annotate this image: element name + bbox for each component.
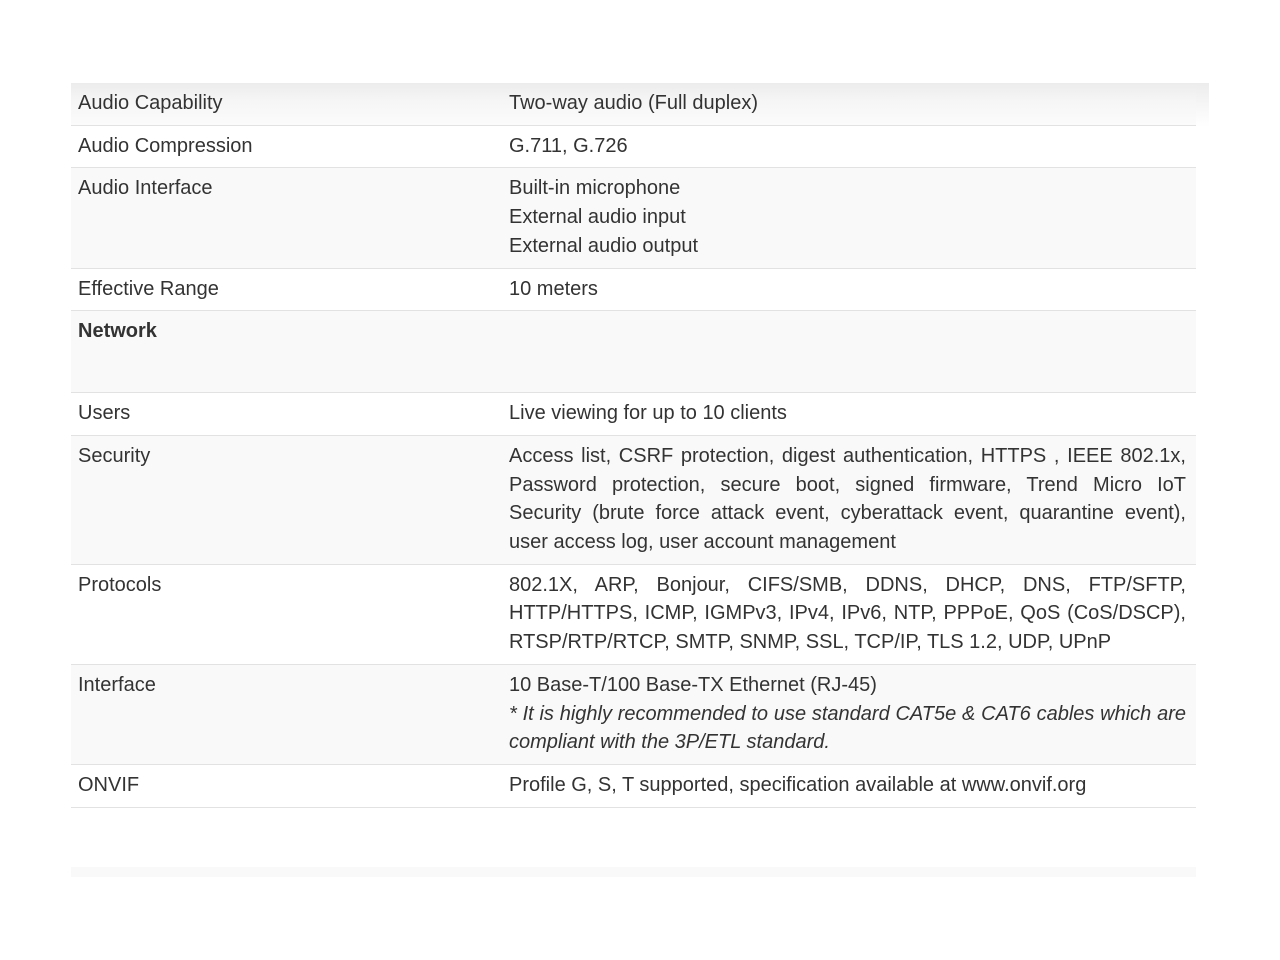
row-value-security: Access list, CSRF protection, digest authentication, HTTPS , IEEE 802.1x, Password protection, secure boot, signed firmware, Trend Micro IoT Security (brute force attack event, cyberattack event, quarantine event), user access log, user account management — [495, 435, 1196, 564]
row-label-effective-range: Effective Range — [71, 268, 495, 311]
scroll-shadow — [1196, 83, 1209, 127]
row-label-audio-capability: Audio Capability — [71, 83, 495, 125]
section-heading-cell — [71, 311, 495, 393]
row-value-audio-compression: G.711, G.726 — [495, 125, 1196, 168]
section-title-network: Network — [78, 320, 157, 343]
row-label-protocols: Protocols — [71, 564, 495, 664]
table-row — [71, 168, 1196, 268]
row-value-protocols: 802.1X, ARP, Bonjour, CIFS/SMB, DDNS, DHCP, DNS, FTP/SFTP, HTTP/HTTPS, ICMP, IGMPv3, IPv4, IPv6, NTP, PPPoE, QoS (CoS/DSCP), RTSP/RTP/RTCP, SMTP, SNMP, SSL, TCP/IP, TLS 1.2, UDP, UPnP — [495, 564, 1196, 664]
row-label-audio-interface: Audio Interface — [71, 168, 495, 268]
section-row — [71, 311, 1196, 393]
table-bottom-strip — [71, 867, 1196, 877]
row-value-onvif: Profile G, S, T supported, specification available at www.onvif.org — [495, 764, 1196, 807]
table-row — [71, 564, 1196, 664]
row-value-audio-capability: Two-way audio (Full duplex) — [495, 83, 1196, 125]
table-row — [71, 435, 1196, 564]
audio-interface-line: Built-in microphone — [509, 177, 681, 200]
section-empty-cell — [495, 311, 1196, 393]
table-row — [71, 83, 1196, 125]
table-row — [71, 664, 1196, 764]
table-row — [71, 764, 1196, 807]
row-value-interface — [495, 664, 1196, 764]
row-value-effective-range: 10 meters — [495, 268, 1196, 311]
spec-table — [71, 83, 1196, 808]
row-label-security: Security — [71, 435, 495, 564]
audio-interface-line: External audio input — [509, 206, 686, 229]
row-label-onvif: ONVIF — [71, 764, 495, 807]
row-label-interface: Interface — [71, 664, 495, 764]
table-row — [71, 125, 1196, 168]
table-row — [71, 268, 1196, 311]
row-label-users: Users — [71, 393, 495, 436]
interface-value-line: 10 Base-T/100 Base-TX Ethernet (RJ-45) — [509, 673, 877, 696]
audio-interface-line: External audio output — [509, 234, 699, 257]
row-label-audio-compression: Audio Compression — [71, 125, 495, 168]
row-value-users: Live viewing for up to 10 clients — [495, 393, 1196, 436]
row-value-audio-interface — [495, 168, 1196, 268]
table-row — [71, 393, 1196, 436]
interface-cable-note: * It is highly recommended to use standard CAT5e & CAT6 cables which are compliant with the 3P/ETL standard. — [509, 702, 1186, 754]
